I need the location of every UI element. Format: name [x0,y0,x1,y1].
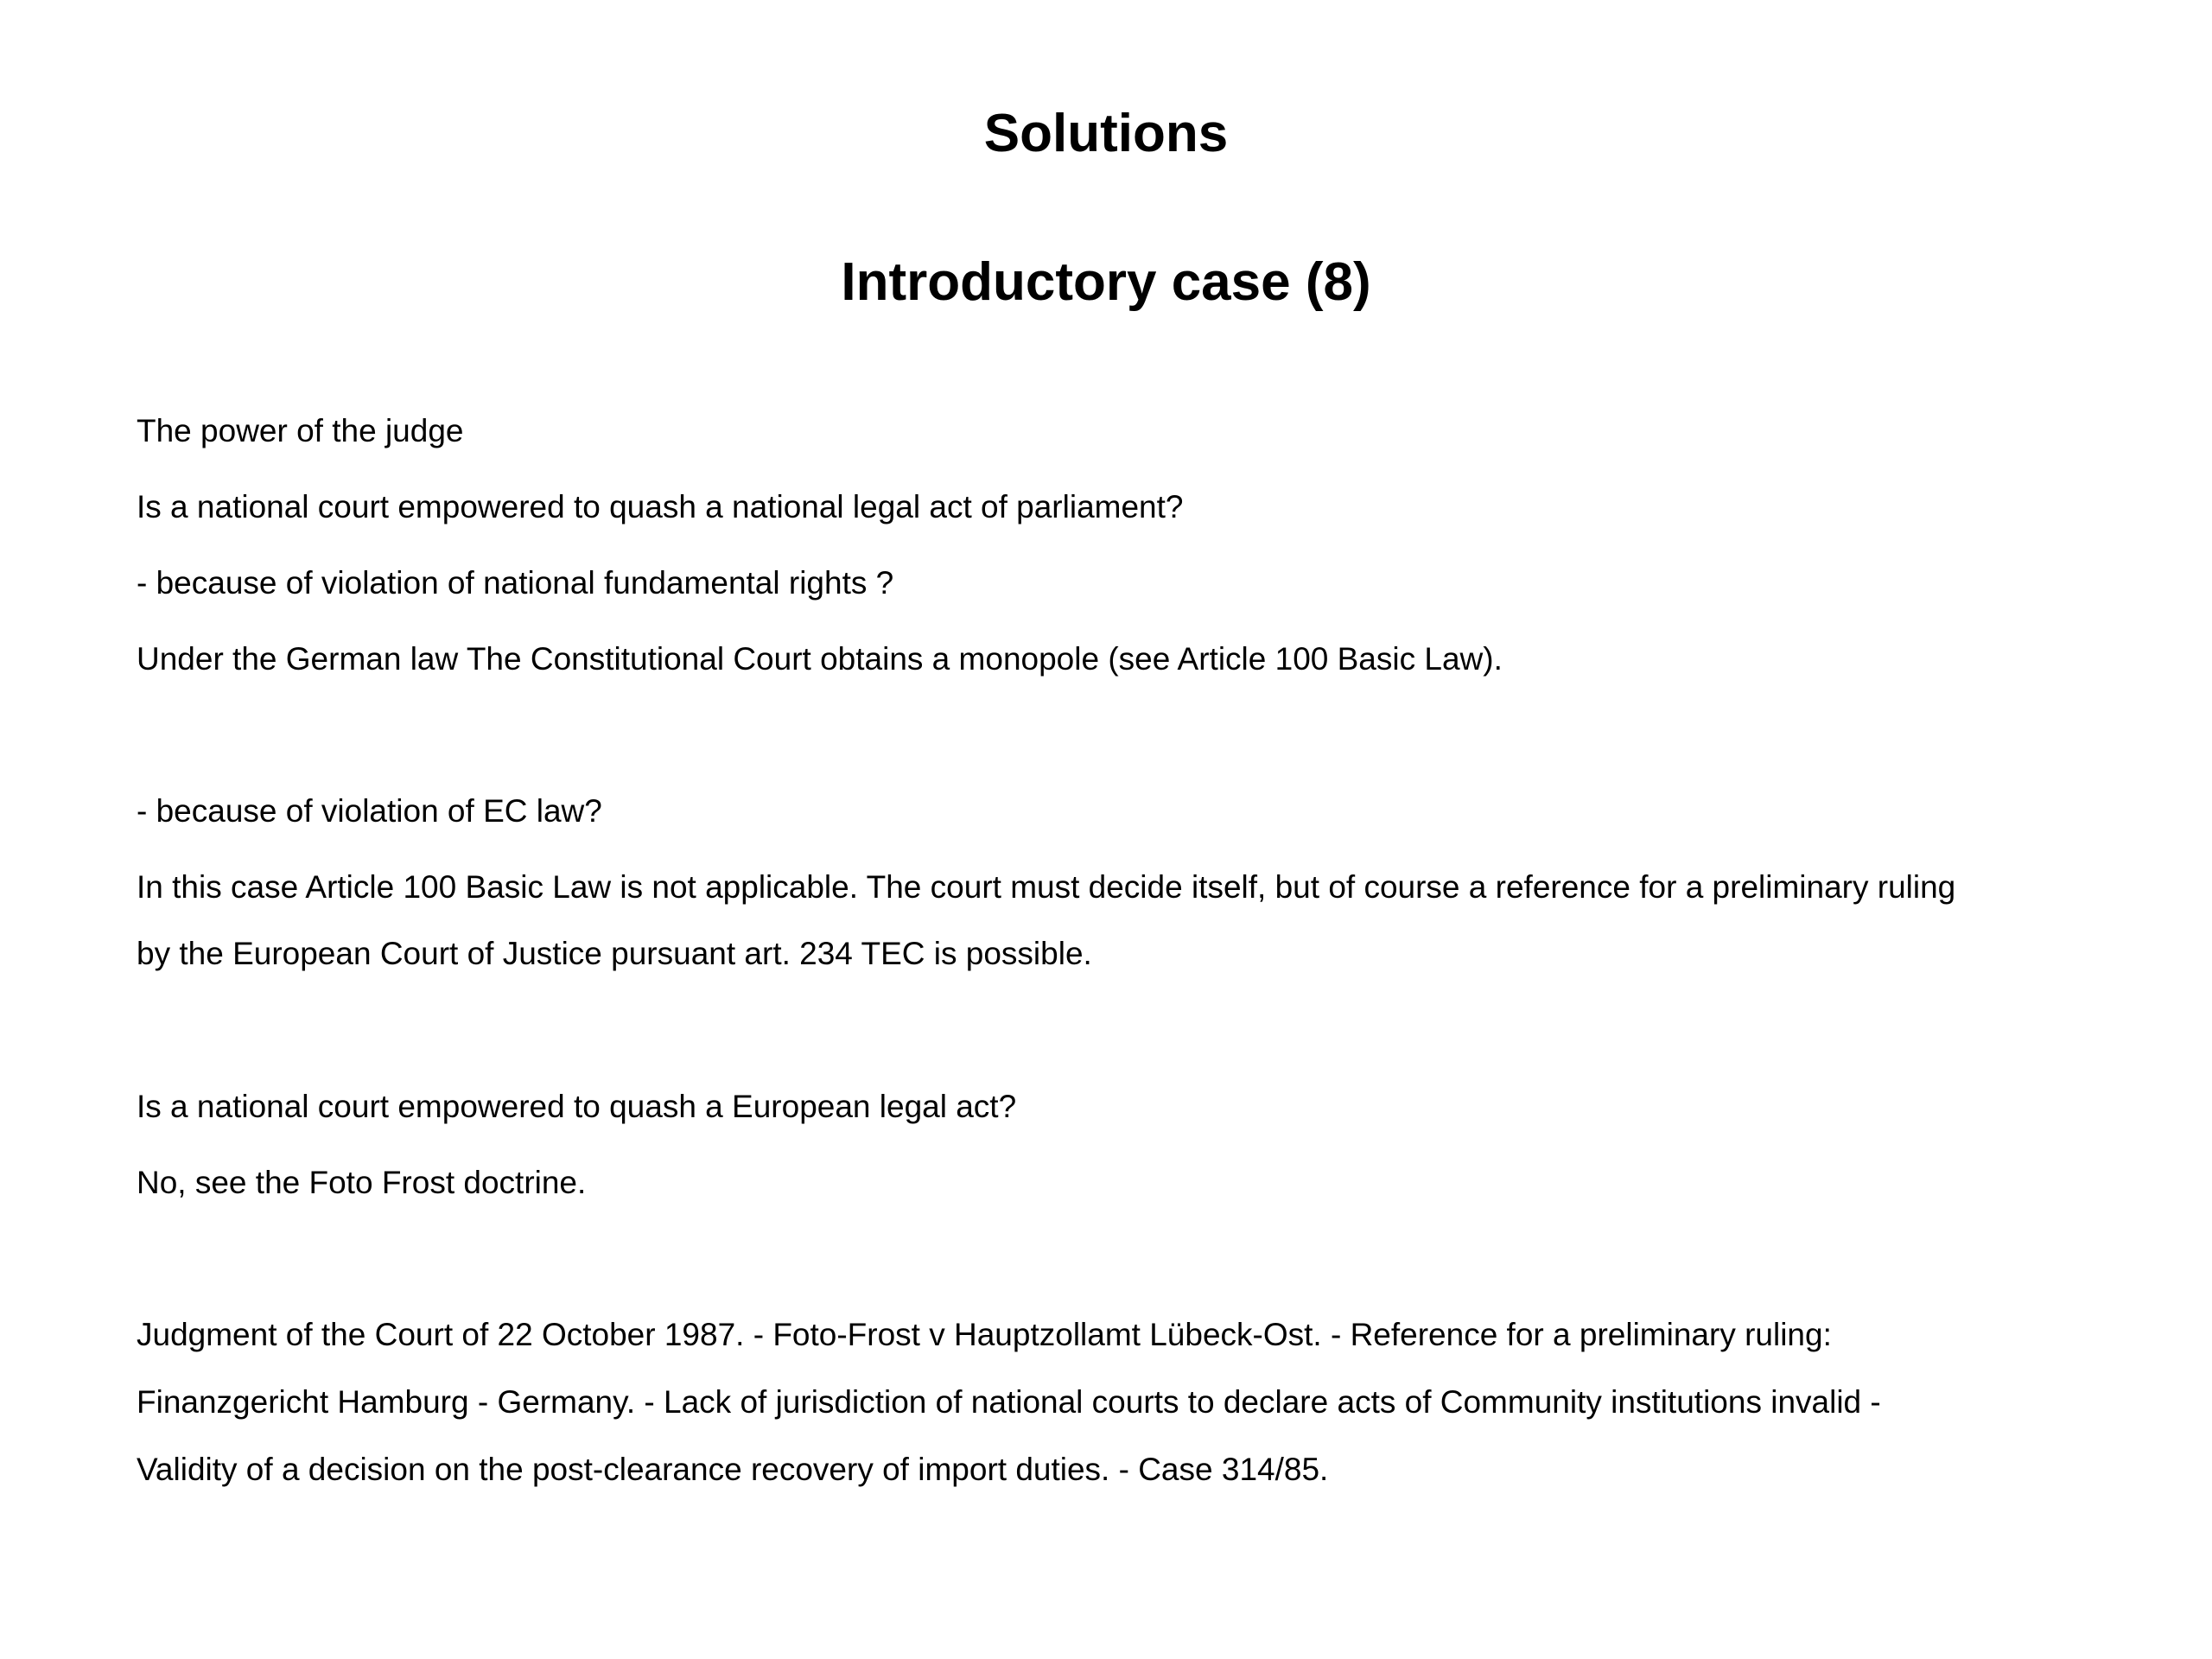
text-line-judgment-2: Finanzgericht Hamburg - Germany. - Lack of jurisdiction of national courts to declare acts of Community institutions invalid - [137,1384,1881,1420]
text-line-question-european-act: Is a national court empowered to quash a European legal act? [137,1089,1017,1124]
text-line-german-law: Under the German law The Constitutional Court obtains a monopole (see Article 100 Basic Law). [137,641,1503,677]
slide-title: Solutions [983,104,1229,163]
text-line-power-of-judge: The power of the judge [137,413,464,448]
text-line-judgment-3: Validity of a decision on the post-clearance recovery of import duties. - Case 314/85. [137,1452,1329,1487]
text-line-judgment-1: Judgment of the Court of 22 October 1987. - Foto-Frost v Hauptzollamt Lübeck-Ost. - Reference for a preliminary ruling: [137,1317,1832,1352]
text-line-ecj-reference: by the European Court of Justice pursuant art. 234 TEC is possible. [137,936,1092,971]
text-line-national-rights: - because of violation of national fundamental rights ? [137,565,894,601]
text-line-ec-law: - because of violation of EC law? [137,793,602,829]
text-line-question-national-act: Is a national court empowered to quash a national legal act of parliament? [137,489,1184,524]
text-line-foto-frost: No, see the Foto Frost doctrine. [137,1165,587,1200]
text-line-article-100: In this case Article 100 Basic Law is not applicable. The court must decide itself, but of course a reference for a preliminary ruling [137,869,1956,905]
slide-subtitle: Introductory case (8) [841,252,1371,312]
